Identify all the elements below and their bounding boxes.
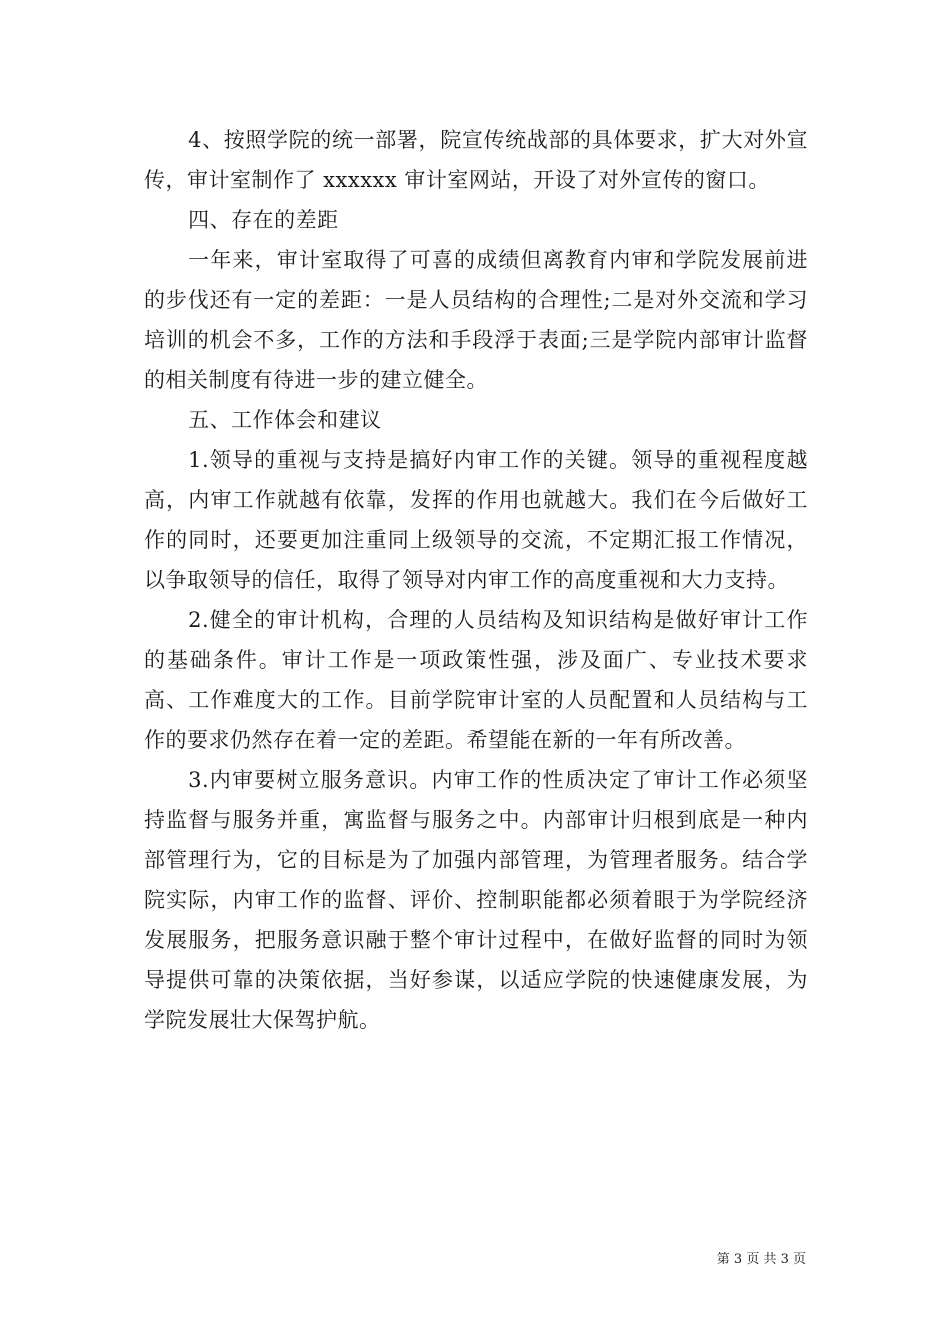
paragraph-suggestion-1: 1.领导的重视与支持是搞好内审工作的关键。领导的重视程度越高，内审工作就越有依靠，发挥的作用也就越大。我们在今后做好工作的同时，还要更加注重同上级领导的交流，不定期汇报工作情况，以争取领导的信任，取得了领导对内审工作的高度重视和大力支持。 — [144, 448, 808, 592]
document-body — [144, 120, 808, 1040]
paragraph-suggestion-3: 3.内审要树立服务意识。内审工作的性质决定了审计工作必须坚持监督与服务并重，寓监督与服务之中。内部审计归根到底是一种内部管理行为，它的目标是为了加强内部管理，为管理者服务。结合学院实际，内审工作的监督、评价、控制职能都必须着眼于为学院经济发展服务，把服务意识融于整个审计过程中，在做好监督的同时为领导提供可靠的决策依据，当好参谋，以适应学院的快速健康发展，为学院发展壮大保驾护航。 — [144, 768, 808, 1032]
paragraph-suggestion-2: 2.健全的审计机构，合理的人员结构及知识结构是做好审计工作的基础条件。审计工作是一项政策性强，涉及面广、专业技术要求高、工作难度大的工作。目前学院审计室的人员配置和人员结构与工作的要求仍然存在着一定的差距。希望能在新的一年有所改善。 — [144, 608, 808, 752]
paragraph-gaps: 一年来，审计室取得了可喜的成绩但离教育内审和学院发展前进的步伐还有一定的差距：一是人员结构的合理性;二是对外交流和学习培训的机会不多，工作的方法和手段浮于表面;三是学院内部审计监督的相关制度有待进一步的建立健全。 — [144, 248, 808, 392]
section-heading-gaps: 四、存在的差距 — [188, 208, 339, 232]
paragraph-item-4: 4、按照学院的统一部署，院宣传统战部的具体要求，扩大对外宣传，审计室制作了 xxxxxx 审计室网站，开设了对外宣传的窗口。 — [144, 128, 808, 192]
section-heading-suggestions: 五、工作体会和建议 — [188, 408, 382, 432]
page-number-footer: 第 3 页 共 3 页 — [716, 1252, 806, 1267]
